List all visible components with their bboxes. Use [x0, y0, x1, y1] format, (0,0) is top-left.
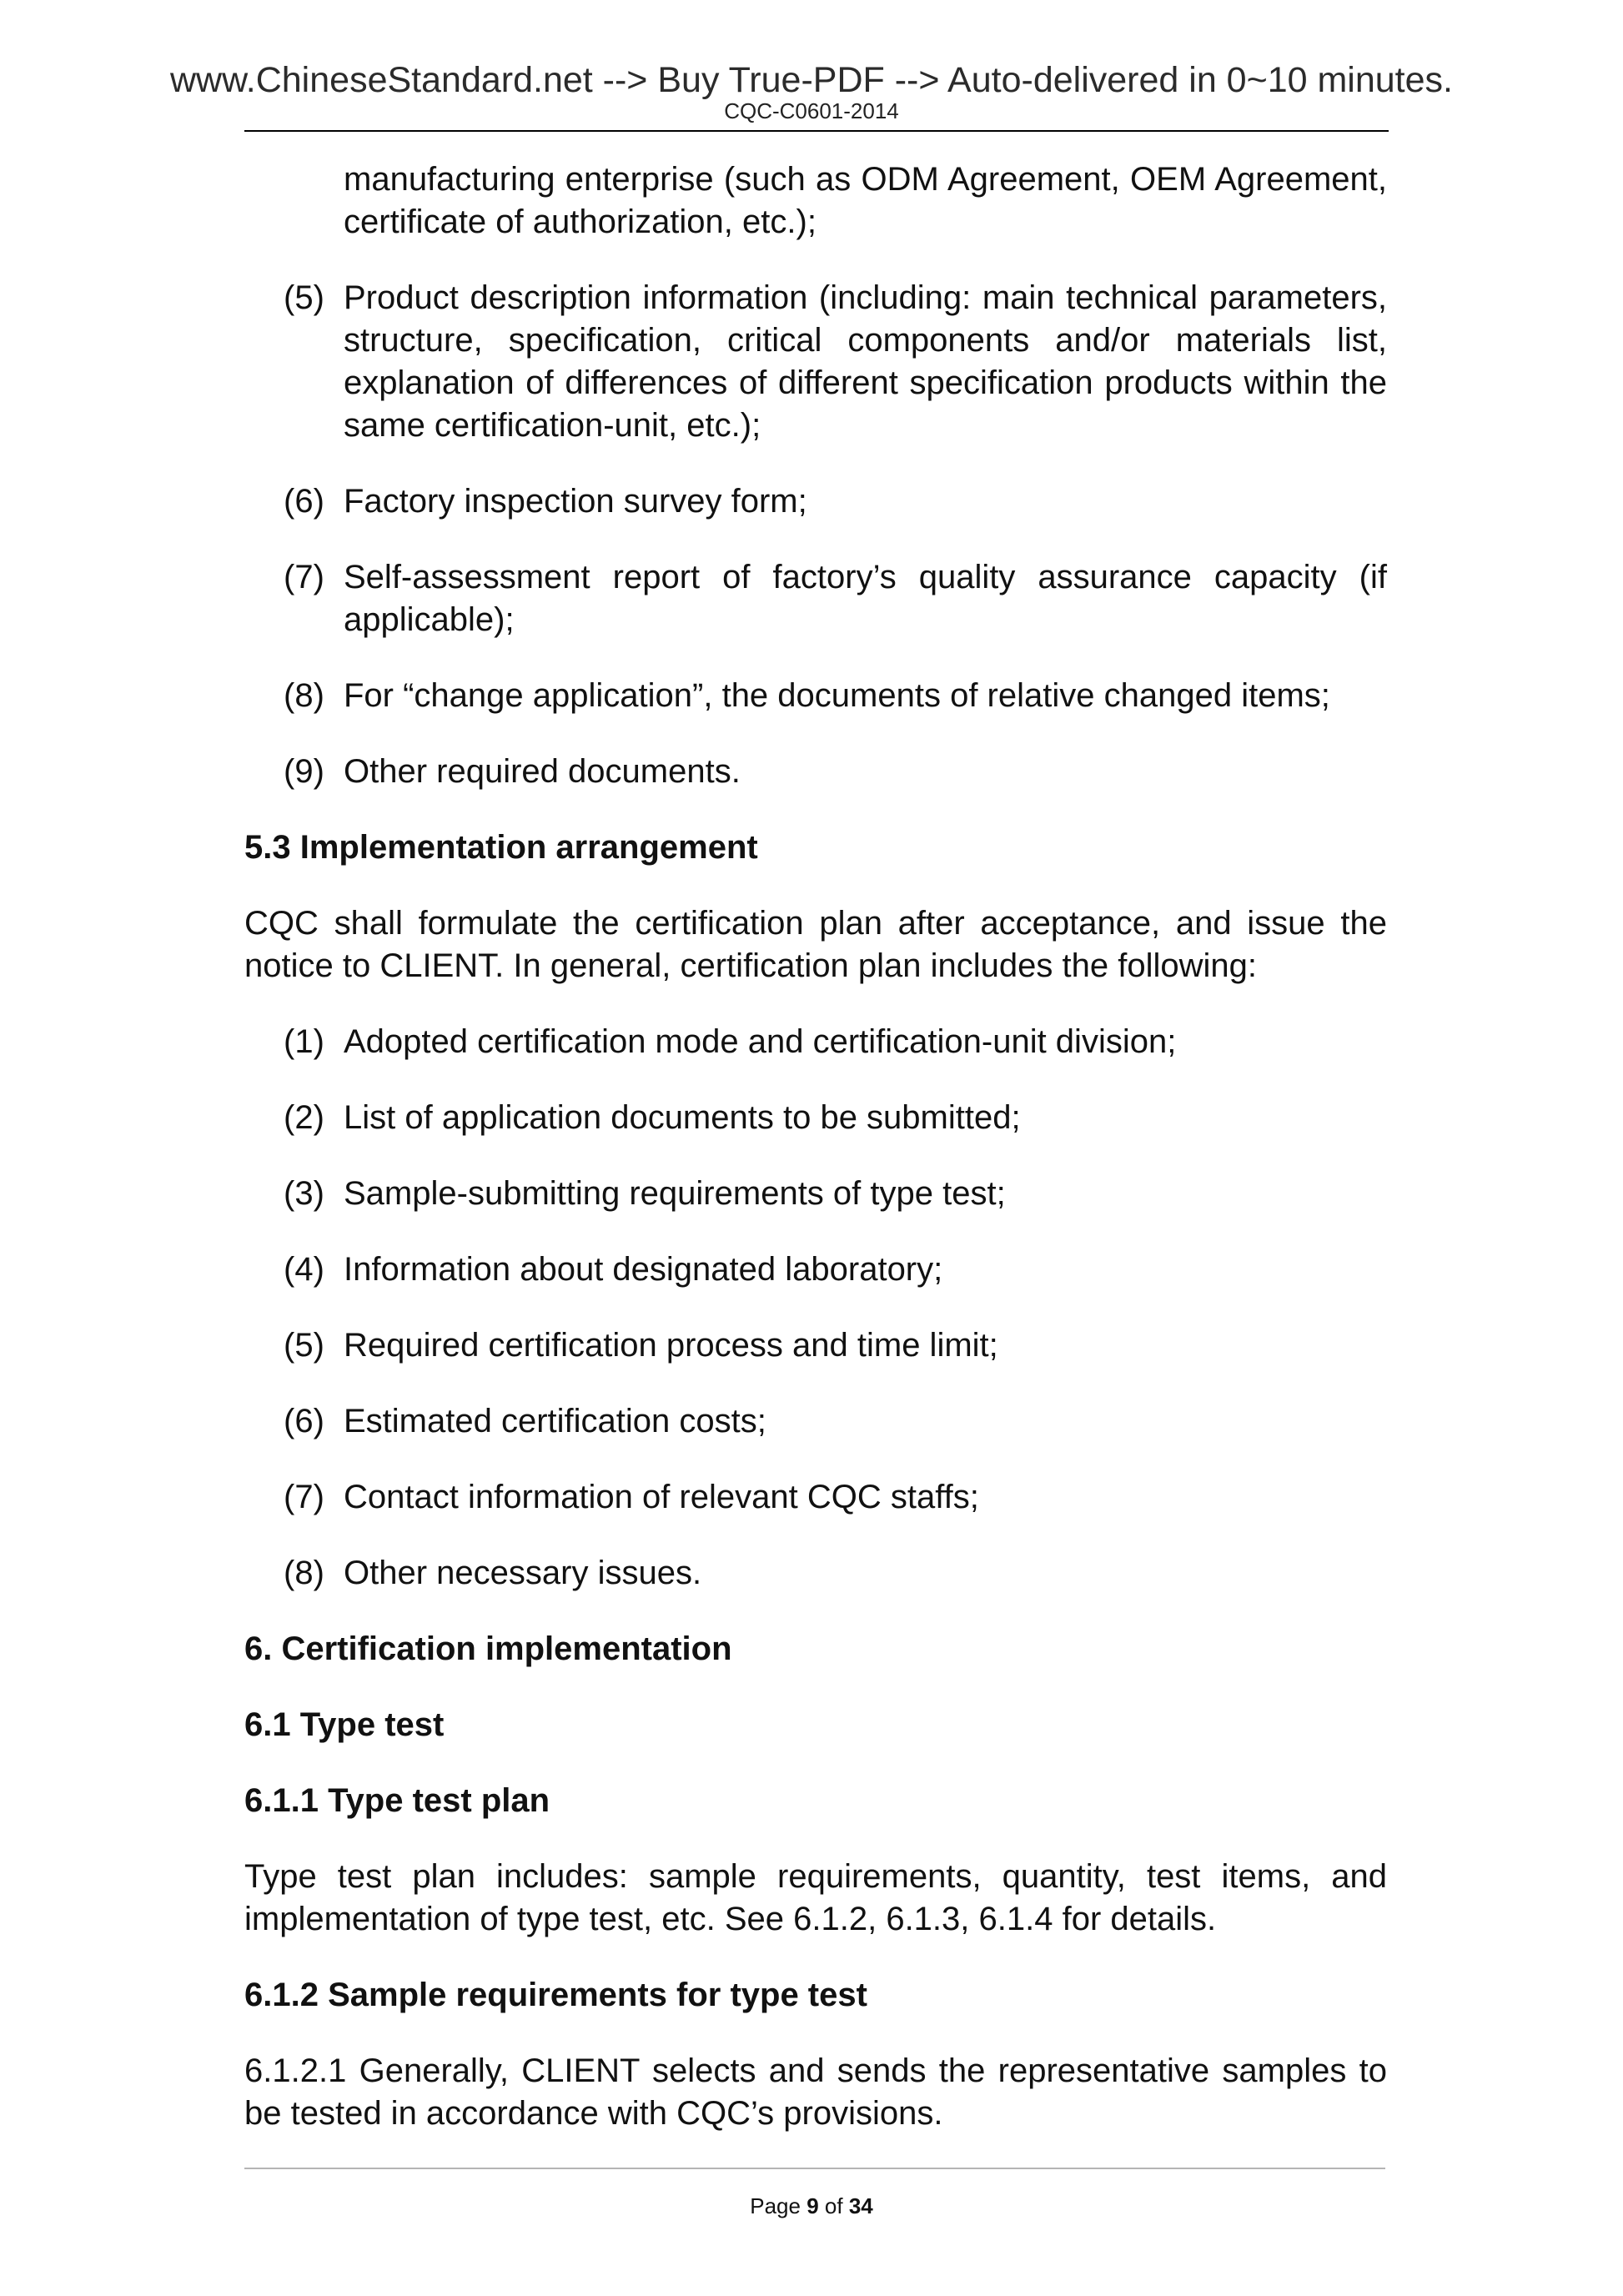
list-text: Other necessary issues. — [344, 1555, 702, 1591]
list-item — [244, 1173, 1387, 1215]
section-heading-6-1-2: 6.1.2 Sample requirements for type test — [244, 1977, 867, 2013]
list-text: Other required documents. — [344, 753, 741, 790]
list-number: (2) — [284, 1099, 324, 1136]
list-item — [244, 1324, 1387, 1367]
list-number: (5) — [284, 279, 324, 316]
page-number — [0, 2195, 1623, 2217]
list-number: (5) — [284, 1327, 324, 1364]
paragraph-6-1-1: Type test plan includes: sample requirements, quantity, test items, and implementation of type test, etc. See 6.1.2, 6.1.3, 6.1.4 for details. — [244, 1858, 1387, 1937]
list-text: For “change application”, the documents of relative changed items; — [344, 677, 1330, 714]
list-item — [244, 1476, 1387, 1519]
list-number: (7) — [284, 559, 324, 595]
list-item — [244, 1400, 1387, 1443]
list-item — [244, 1248, 1387, 1291]
list-text: Product description information (including: main technical parameters, structure, specification, critical components and/or materials list, explanation of differences of different specification products within the same certification-unit, etc.); — [344, 279, 1387, 444]
site-banner: www.ChineseStandard.net --> Buy True-PDF --> Auto-delivered in 0~10 minutes. — [169, 60, 1453, 100]
list-item — [244, 1097, 1387, 1139]
list-number: (8) — [284, 1555, 324, 1591]
list-number: (9) — [284, 753, 324, 790]
header-rule — [244, 130, 1389, 132]
page-content — [244, 158, 1387, 2168]
section-heading-6-1: 6.1 Type test — [244, 1706, 445, 1743]
page-current: 9 — [806, 2193, 819, 2218]
list-text: Factory inspection survey form; — [344, 483, 807, 520]
page-of: of — [824, 2193, 843, 2218]
page-prefix: Page — [750, 2193, 801, 2218]
list-number: (6) — [284, 1403, 324, 1439]
list-number: (8) — [284, 677, 324, 714]
list-number: (6) — [284, 483, 324, 520]
list-text: Estimated certification costs; — [344, 1403, 766, 1439]
paragraph-6-1-2-1: 6.1.2.1 Generally, CLIENT selects and sends the representative samples to be tested in accordance with CQC’s provisions. — [244, 2052, 1387, 2132]
continuation-paragraph: manufacturing enterprise (such as ODM Agreement, OEM Agreement, certificate of authorization, etc.); — [344, 161, 1387, 240]
list-text: Adopted certification mode and certification-unit division; — [344, 1023, 1177, 1060]
section-5-3-intro: CQC shall formulate the certification plan after acceptance, and issue the notice to CLIENT. In general, certification plan includes the following: — [244, 905, 1387, 984]
list-number: (4) — [284, 1251, 324, 1288]
list-text: Self-assessment report of factory’s quality assurance capacity (if applicable); — [344, 559, 1387, 638]
list-item — [244, 1552, 1387, 1595]
section-heading-6: 6. Certification implementation — [244, 1630, 732, 1667]
list-item — [244, 675, 1387, 717]
list-text: Sample-submitting requirements of type test; — [344, 1175, 1006, 1212]
page-total: 34 — [848, 2193, 873, 2218]
list-text: Information about designated laboratory; — [344, 1251, 943, 1288]
footer-rule — [244, 2168, 1385, 2169]
section-heading-5-3: 5.3 Implementation arrangement — [244, 829, 758, 866]
list-number: (3) — [284, 1175, 324, 1212]
list-text: Required certification process and time limit; — [344, 1327, 998, 1364]
list-item — [244, 1021, 1387, 1063]
list-text: List of application documents to be submitted; — [344, 1099, 1021, 1136]
document-id: CQC-C0601-2014 — [724, 98, 899, 123]
list-number: (7) — [284, 1479, 324, 1515]
list-item — [244, 556, 1387, 641]
section-heading-6-1-1: 6.1.1 Type test plan — [244, 1782, 550, 1819]
list-number: (1) — [284, 1023, 324, 1060]
list-item — [244, 277, 1387, 447]
list-item — [244, 480, 1387, 523]
list-text: Contact information of relevant CQC staffs; — [344, 1479, 979, 1515]
list-item — [244, 751, 1387, 793]
